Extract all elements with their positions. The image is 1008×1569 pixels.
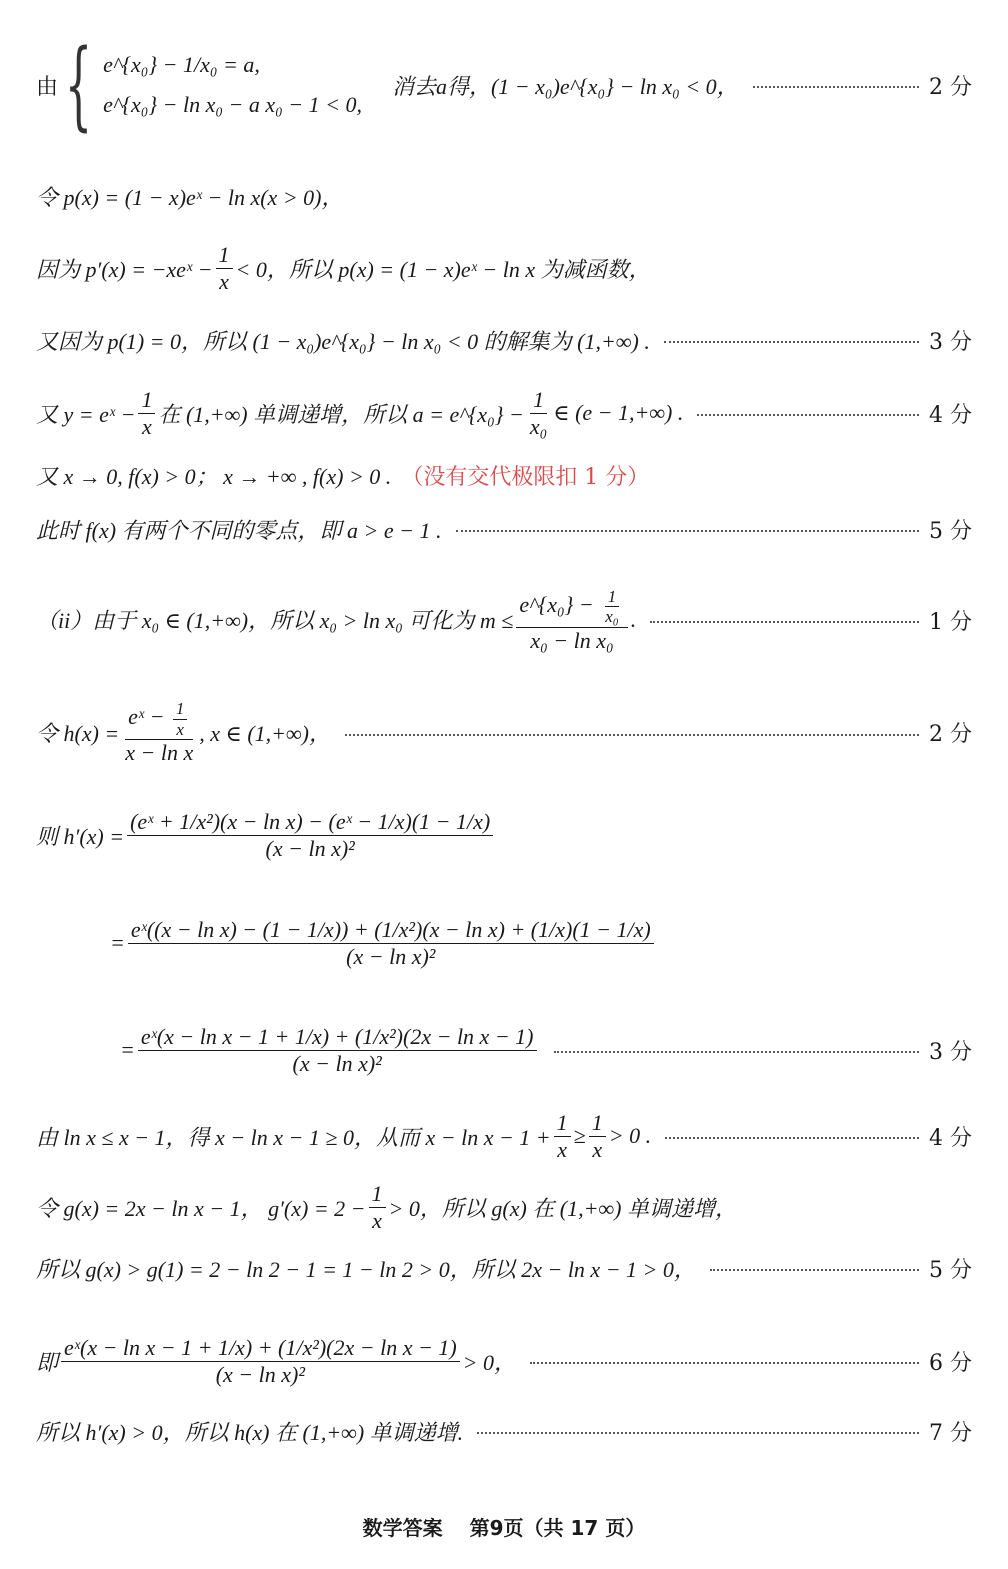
- fraction: [369, 1181, 386, 1233]
- solution-line-simplify: [120, 1005, 972, 1095]
- fraction-denominator: x: [557, 1136, 568, 1162]
- line-text-a: （ii）由于 x₀ ∈ (1,+∞)，所以 x₀ > ln x₀ 可化为 m ≤: [36, 608, 514, 634]
- fraction-denominator: x: [176, 719, 184, 739]
- inner-fraction: [173, 699, 188, 739]
- fraction-denominator: x − ln x: [125, 740, 194, 766]
- score-mark: 5 分: [929, 518, 972, 544]
- solution-line-limits: [36, 457, 972, 493]
- leader-dots: [753, 86, 919, 88]
- solution-line-derivative-positive: [36, 1316, 972, 1406]
- solution-line-define-h: [36, 680, 972, 785]
- line-prefix: 由: [36, 74, 59, 100]
- fraction-numerator: (eˣ + 1/x²)(x − ln x) − (eˣ − 1/x)(1 − 1/x): [127, 809, 493, 835]
- big-fraction: [127, 809, 493, 861]
- fraction-numerator: 1: [138, 387, 155, 413]
- solution-line-a-range: [36, 382, 972, 444]
- fraction-denominator: x₀: [605, 607, 619, 627]
- line-text-b: < 0，所以 p(x) = (1 − x)eˣ − ln x 为减函数，: [235, 256, 651, 282]
- numerator-term: eˣ −: [128, 704, 165, 730]
- score-mark: 2 分: [929, 74, 972, 100]
- line-text-a: 即: [36, 1349, 59, 1375]
- solution-line-solution-set: [36, 322, 972, 358]
- compound-fraction: [516, 587, 627, 653]
- score-mark: 1 分: [929, 609, 972, 635]
- fraction-denominator: x: [219, 268, 229, 294]
- line-text-b: > 0 .: [608, 1123, 652, 1148]
- fraction-numerator: eˣ(x − ln x − 1 + 1/x) + (1/x²)(2x − ln x − 1): [61, 1335, 460, 1361]
- solution-line-p-derivative: [36, 240, 972, 296]
- fraction-denominator: (x − ln x)²: [346, 943, 436, 969]
- line-text-b: 在 (1,+∞) 单调递增，所以 a = e^{x₀} −: [158, 401, 524, 427]
- fraction-denominator: (x − ln x)²: [265, 835, 355, 861]
- solution-line-part-ii: [36, 565, 972, 675]
- fraction-numerator: [516, 587, 627, 628]
- line-text-a: 令 h(x) =: [36, 720, 120, 746]
- leader-dots: [477, 1432, 919, 1434]
- leader-dots: [664, 341, 919, 343]
- line-text: 令 p(x) = (1 − x)eˣ − ln x(x > 0)，: [36, 184, 344, 210]
- line-text: 又因为 p(1) = 0，所以 (1 − x₀)e^{x₀} − ln x₀ < 0 的解集为 (1,+∞) .: [36, 328, 650, 354]
- big-fraction: [61, 1335, 460, 1387]
- inner-fraction: [602, 587, 621, 627]
- line-text-a: 由 ln x ≤ x − 1，得 x − ln x − 1 ≥ 0，从而 x − ln x − 1 +: [36, 1124, 551, 1150]
- page-footer: [0, 1512, 1008, 1541]
- leader-dots: [665, 1137, 919, 1139]
- fraction-numerator: 1: [530, 387, 547, 413]
- line-text-a: 又 y = eˣ −: [36, 401, 136, 427]
- fraction: [138, 387, 155, 439]
- line-text-b: > 0，: [462, 1349, 517, 1375]
- score-mark: 4 分: [929, 1125, 972, 1151]
- solution-line-g-positive: [36, 1250, 972, 1286]
- score-mark: 3 分: [929, 1039, 972, 1065]
- fraction-numerator: [125, 699, 193, 740]
- equation-b: e^{x₀} − ln x₀ − a x₀ − 1 < 0,: [103, 92, 362, 117]
- line-text-b: , x ∈ (1,+∞)，: [199, 720, 331, 746]
- fraction-numerator: 1: [216, 242, 233, 268]
- fraction-numerator: eˣ((x − ln x) − (1 − 1/x)) + (1/x²)(x − ln x) + (1/x)(1 − 1/x): [128, 917, 654, 943]
- leader-dots: [530, 1362, 919, 1364]
- line-text: 所以 h′(x) > 0，所以 h(x) 在 (1,+∞) 单调递增.: [36, 1419, 464, 1445]
- fraction-denominator: x: [372, 1207, 382, 1233]
- solution-line-two-zeros: [36, 511, 972, 547]
- grading-note: （没有交代极限扣 1 分）: [401, 464, 650, 490]
- footer-page-number: 第9页（共 17 页）: [469, 1516, 646, 1540]
- fraction-denominator: x₀: [529, 413, 548, 439]
- numerator-term: e^{x₀} −: [519, 591, 594, 617]
- line-text-a: =: [120, 1037, 135, 1062]
- score-mark: 2 分: [929, 722, 972, 747]
- equation-a: e^{x₀} − 1/x₀ = a,: [103, 52, 260, 77]
- big-fraction: [138, 1024, 537, 1076]
- fraction: [554, 1110, 571, 1162]
- line-text-a: 令 g(x) = 2x − ln x − 1， g′(x) = 2 −: [36, 1195, 366, 1221]
- line-text-b: > 0，所以 g(x) 在 (1,+∞) 单调递增，: [388, 1195, 737, 1221]
- solution-line-define-p: [36, 178, 972, 214]
- fraction-numerator: 1: [605, 587, 620, 608]
- score-mark: 4 分: [929, 402, 972, 428]
- leader-dots: [456, 530, 920, 532]
- fraction: [216, 242, 233, 294]
- score-mark: 6 分: [929, 1350, 972, 1376]
- fraction-denominator: (x − ln x)²: [215, 1361, 305, 1387]
- line-text: 所以 g(x) > g(1) = 2 − ln 2 − 1 = 1 − ln 2 > 0，所以 2x − ln x − 1 > 0，: [36, 1256, 696, 1282]
- solution-line-expand: [110, 898, 972, 988]
- line-text-c: ∈ (e − 1,+∞) .: [553, 400, 684, 425]
- fraction-denominator: x: [592, 1136, 603, 1162]
- fraction-numerator: eˣ(x − ln x − 1 + 1/x) + (1/x²)(2x − ln x − 1): [138, 1024, 537, 1050]
- fraction-denominator: x: [142, 413, 152, 439]
- equation-system: [103, 52, 362, 118]
- solution-line-conclusion: [36, 1413, 972, 1449]
- line-text-a: 因为 p′(x) = −xeˣ −: [36, 256, 213, 282]
- fraction-numerator: 1: [589, 1110, 606, 1136]
- solution-line-inequality: [36, 1106, 972, 1166]
- leader-dots: [554, 1051, 920, 1053]
- fraction-numerator: 1: [173, 699, 188, 720]
- line-text-b: .: [630, 606, 637, 632]
- leader-dots: [697, 414, 919, 416]
- solution-line-define-g: [36, 1178, 972, 1236]
- line-text-a: 则 h′(x) =: [36, 823, 125, 849]
- fraction: [527, 387, 550, 439]
- line-text-a: =: [110, 930, 125, 955]
- eliminate-text: 消去a得，(1 − x₀)e^{x₀} − ln x₀ < 0，: [391, 73, 739, 99]
- leader-dots: [710, 1269, 919, 1271]
- fraction-numerator: 1: [554, 1110, 571, 1136]
- fraction-denominator: x₀ − ln x₀: [530, 627, 614, 653]
- solution-line-h-derivative: [36, 790, 972, 880]
- score-mark: 5 分: [929, 1257, 972, 1283]
- fraction-denominator: (x − ln x)²: [292, 1050, 382, 1076]
- big-fraction: [128, 917, 654, 969]
- score-mark: 7 分: [929, 1420, 972, 1446]
- footer-subject: 数学答案: [362, 1516, 443, 1540]
- line-text-mid: ≥: [573, 1123, 586, 1148]
- solution-line-system: [36, 30, 972, 140]
- line-text: 此时 f(x) 有两个不同的零点，即 a > e − 1 .: [36, 517, 442, 543]
- fraction: [589, 1110, 606, 1162]
- fraction-numerator: 1: [369, 1181, 386, 1207]
- score-mark: 3 分: [929, 329, 972, 355]
- line-text: 又 x → 0, f(x) > 0； x → +∞ , f(x) > 0 .: [36, 463, 392, 489]
- leader-dots: [345, 734, 919, 736]
- compound-fraction: [122, 699, 196, 765]
- left-brace: {: [64, 29, 93, 141]
- leader-dots: [650, 621, 919, 623]
